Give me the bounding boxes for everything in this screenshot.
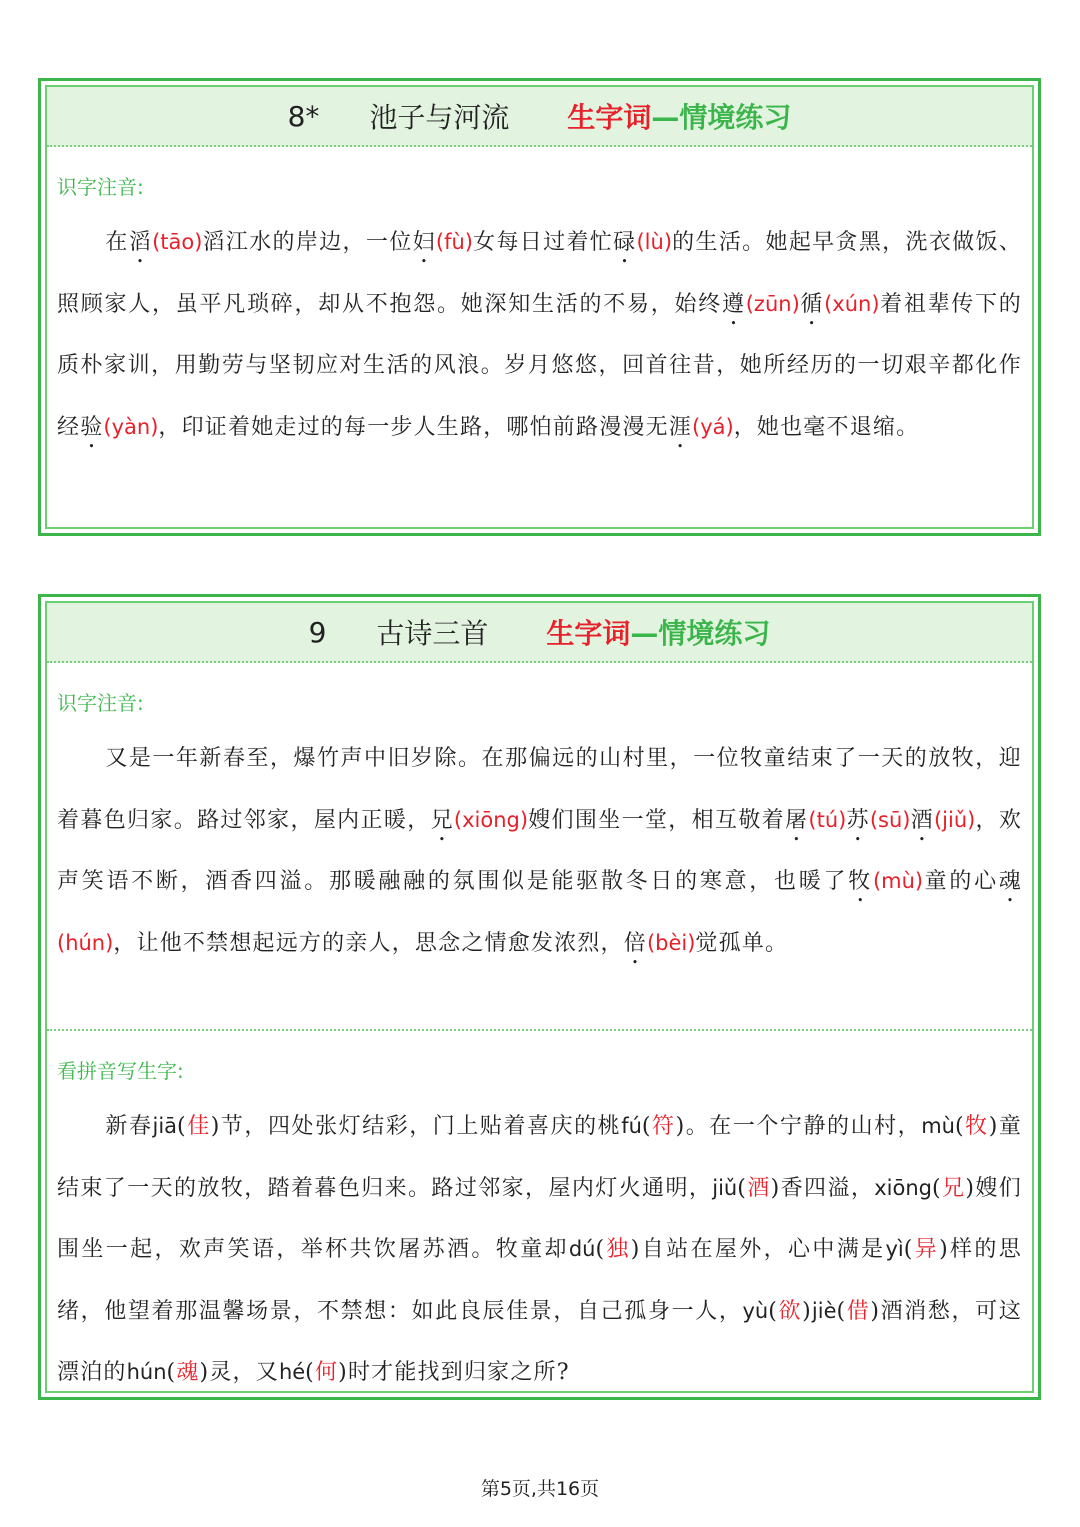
text-run: yù [742,1298,769,1323]
text-run: 验 [80,414,104,440]
text-run: 牧 [964,1114,989,1139]
text-run: 独 [605,1237,631,1262]
text-run: ( [641,1114,652,1139]
text-run: 新春 [105,1114,153,1139]
text-run: 着祖辈传下的质朴家训，用勤劳与坚韧应对生活的风浪。岁月悠悠，回首往昔，她所经历的一切艰辛都化作经 [57,291,1023,440]
lesson-8-card [38,78,1041,536]
text-run: 苏 [846,807,870,833]
text-run: hé [278,1360,306,1384]
lesson-number: 9 [308,615,327,649]
text-run: 女每日过着忙 [473,230,614,255]
text-run: 妇 [412,230,436,255]
text-run: )童结束了一天的放牧，踏着暮色归来。路过邻家，屋内灯火通明， [57,1114,1023,1201]
text-run: jiè [811,1298,837,1323]
text-run: 符 [651,1114,676,1139]
text-run: xiōng [874,1175,932,1200]
text-run: 酒 [910,807,934,833]
text-run: hún [126,1360,167,1384]
pinyin-annotation-section [47,171,1032,458]
text-run: ，欢声笑语不断，酒香四溢。那暖融融的氛围似是能驱散冬日的寒意，也暖了 [57,807,1023,894]
lesson-title: 池子与河流 [369,101,510,134]
text-run: 又是一年新春至，爆竹声中旧岁除。在那偏远的山村里，一位牧童结束了一天的放牧，迎着暮色归家。路过邻家，屋内正暖， [57,746,1022,833]
text-run: dú [568,1237,596,1261]
text-run: 在 [105,230,129,255]
text-run: (sū) [869,807,911,832]
passage-text [57,212,1022,458]
text-run: (mù) [872,869,924,893]
header-tag-green: —情境练习 [630,617,771,650]
write-characters-section [47,1029,1032,1404]
text-run: ( [166,1360,177,1385]
lesson-9-card [38,594,1041,1400]
text-run: )节，四处张灯结彩，门上贴着喜庆的桃 [210,1114,622,1139]
text-run: )自站在屋外，心中满是 [630,1237,886,1262]
text-run: (yá) [692,414,734,439]
lesson-8-card-inner [45,85,1034,529]
text-run: )香四溢， [770,1175,875,1201]
text-run: ( [836,1298,847,1324]
text-run: 觉孤单。 [695,930,789,956]
text-run: ( [932,1175,942,1201]
text-run: (fù) [435,230,473,254]
pinyin-annotation-section [47,687,1032,1029]
text-run: 借 [846,1298,871,1324]
text-run: (xún) [824,291,880,316]
text-run: 碌 [613,230,637,255]
text-run: 兄 [941,1175,966,1201]
text-run: )。在一个宁静的山村， [675,1114,922,1139]
text-run: ) [802,1298,812,1324]
text-run: ( [955,1114,965,1139]
text-run: ( [177,1114,187,1139]
text-run: 牧 [848,869,873,894]
text-run: (bèi) [646,930,696,955]
text-run: 涯 [668,414,693,440]
section-label: 看拼音写生字: [57,1059,184,1083]
text-run: ( [768,1298,779,1324]
text-run: (zūn) [745,291,800,316]
text-run: 的生活。她起早贪黑，洗衣做饭、照顾家人，虽平凡琐碎，却从不抱怨。她深知生活的不易，始终 [57,230,1023,317]
text-run: (yàn) [103,414,159,439]
lesson-8-header [47,87,1032,147]
text-run: 魂 [176,1360,200,1385]
text-run: (lù) [636,230,673,254]
text-run: (tú) [808,807,847,832]
text-run: 佳 [186,1114,211,1139]
lesson-title: 古诗三首 [376,617,489,650]
text-run: yì [885,1237,904,1261]
text-run: (xiōng) [453,807,529,832]
text-run: (tāo) [152,230,203,254]
text-run: ( [595,1237,606,1262]
text-run: (hún) [57,930,114,955]
text-run: 酒 [747,1175,771,1201]
text-run: 滔江水的岸边，一位 [202,230,413,255]
text-run: mù [921,1114,955,1138]
text-run: ( [737,1175,748,1201]
header-tag-red: 生字词 [546,617,631,650]
text-run: 何 [314,1360,339,1385]
text-run: )酒消愁，可这漂泊的 [57,1298,1022,1385]
header-tag-red: 生字词 [567,101,652,134]
text-run: )时才能找到归家之所? [338,1360,570,1385]
section-label: 识字注音: [57,691,144,715]
text-run: 倍 [623,930,647,956]
text-run: )样的思绪，他望着那温馨场景，不禁想：如此良辰佳景，自己孤身一人， [57,1237,1022,1324]
text-run: (jiǔ) [933,807,976,832]
text-run: )灵，又 [199,1360,279,1385]
section-label: 识字注音: [57,175,144,199]
text-run: jiǔ [712,1175,738,1200]
lesson-number: 8* [287,99,320,133]
text-run: 童的心 [923,869,999,894]
text-run: )嫂们围坐一起，欢声笑语，举杯共饮屠苏酒。牧童却 [57,1175,1022,1262]
lesson-9-card-inner [45,601,1034,1393]
exercise-text [57,1096,1022,1404]
page-footer: 第5页,共16页 [480,1478,600,1500]
text-run: ( [903,1237,914,1262]
text-run: 异 [913,1237,940,1262]
text-run: 遵 [721,291,746,317]
text-run: 循 [799,291,825,317]
text-run: 滔 [128,230,153,255]
text-run: 兄 [430,807,454,833]
text-run: ，她也毫不退缩。 [733,414,920,440]
text-run: 屠 [785,807,809,833]
text-run: 欲 [778,1298,803,1324]
text-run: ( [305,1360,315,1385]
text-run: 嫂们围坐一堂，相互敬着 [528,807,786,833]
text-run: jiā [152,1114,178,1138]
text-run: 魂 [998,869,1022,894]
text-run: ，让他不禁想起远方的亲人，思念之情愈发浓烈， [113,930,624,956]
text-run: ，印证着她走过的每一步人生路，哪怕前路漫漫无 [158,414,669,440]
header-tag-green: —情境练习 [651,101,792,134]
text-run: fú [621,1114,642,1138]
passage-text [57,728,1022,974]
lesson-9-header [47,603,1032,663]
